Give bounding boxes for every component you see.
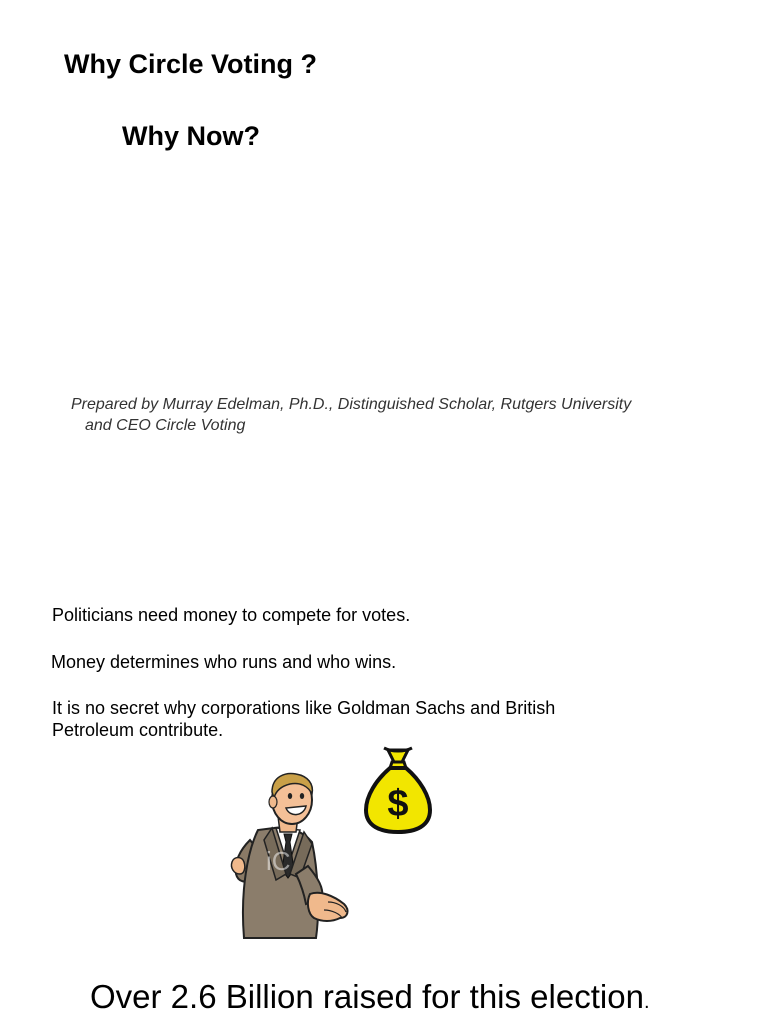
money-bag-symbol: $: [387, 783, 409, 825]
clipart-watermark: iC: [266, 846, 291, 876]
paragraph-politicians: Politicians need money to compete for votes.: [52, 605, 411, 625]
paragraph-money: Money determines who runs and who wins.: [51, 652, 397, 672]
money-bag-icon: [362, 746, 434, 834]
footer-punct: .: [643, 991, 650, 1013]
page-title: Why Circle Voting ?: [64, 49, 318, 79]
credit-line-2: and CEO Circle Voting: [85, 417, 246, 434]
author-credit: [71, 394, 631, 436]
credit-line-1: Prepared by Murray Edelman, Ph.D., Distinguished Scholar, Rutgers University: [71, 396, 632, 413]
businessman-handshake-icon: [228, 770, 353, 942]
paragraph-corporations: It is no secret why corporations like Goldman Sachs and British Petroleum contribute.: [52, 698, 556, 740]
footer-headline: [90, 978, 650, 1016]
page-subtitle: Why Now?: [122, 121, 260, 151]
footer-text: Over 2.6 Billion raised for this election: [90, 978, 644, 1015]
